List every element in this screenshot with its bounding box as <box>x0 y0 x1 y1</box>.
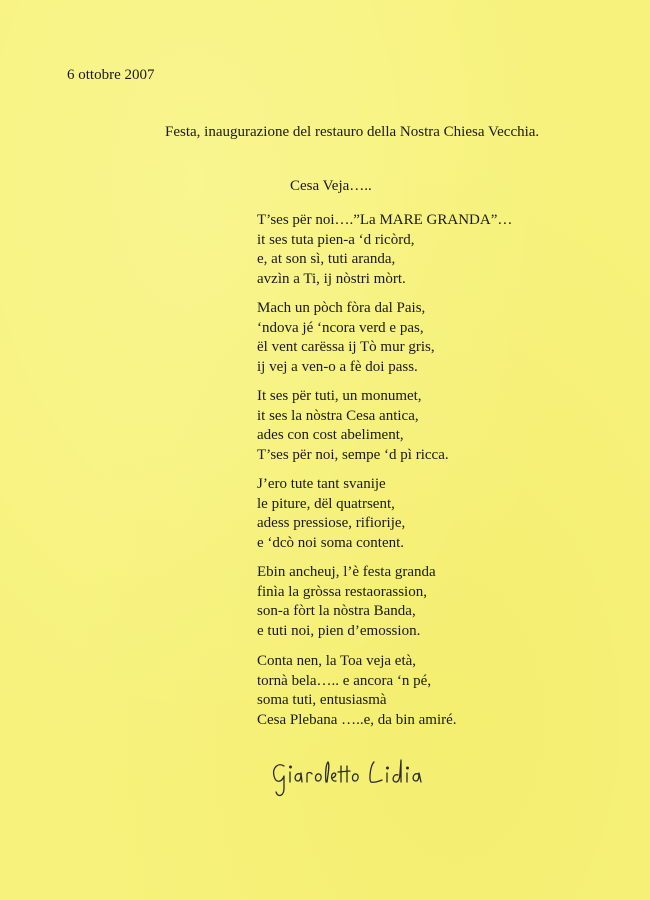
poem-line: e, at son sì, tuti aranda, <box>257 251 396 267</box>
poem-line: ‘ndova jé ‘ncora verd e pas, <box>257 319 424 336</box>
document-date: 6 ottobre 2007 <box>67 67 155 83</box>
poem-line: avzìn a Ti, ij nòstri mòrt. <box>257 270 406 287</box>
poem-stanza <box>257 211 512 289</box>
poem-line: e tuti noi, pien d’emossion. <box>257 622 421 639</box>
poem-stanza <box>257 475 405 553</box>
poem-line: Cesa Plebana …..e, da bin amiré. <box>257 711 457 728</box>
poem-line: adess pressiose, rifiorije, <box>257 515 406 531</box>
poem-line: ij vej a ven-o a fè doi pass. <box>257 358 418 375</box>
poem-stanza <box>257 652 457 730</box>
poem-line: it ses tuta pien-a ‘d ricòrd, <box>257 231 415 248</box>
poem-line: Ebin ancheuj, l’è festa granda <box>257 564 436 580</box>
poem-title: Cesa Veja….. <box>290 178 372 194</box>
poem-stanza <box>257 387 449 465</box>
poem-line: finìa la gròssa restaorassion, <box>257 583 427 600</box>
poem-line: e ‘dcò noi soma content. <box>257 534 405 551</box>
poem-line: T’ses për noi, sempe ‘d pì ricca. <box>257 446 449 463</box>
poem-line: it ses la nòstra Cesa antica, <box>257 407 419 424</box>
poem-stanza <box>257 299 435 377</box>
document-subtitle: Festa, inaugurazione del restauro della Nostra Chiesa Vecchia. <box>165 124 540 140</box>
poem-line: It ses për tuti, un monumet, <box>257 388 422 404</box>
poem-line: son-a fòrt la nòstra Banda, <box>257 603 416 619</box>
poem-line: T’ses për noi….”La MARE GRANDA”… <box>257 212 513 228</box>
poem-stanza <box>257 563 436 641</box>
poem-line: ël vent carëssa ij Tò mur gris, <box>257 339 435 355</box>
poem-line: ades con cost abeliment, <box>257 427 404 443</box>
signature <box>270 752 430 802</box>
poem-line: Conta nen, la Toa veja età, <box>257 653 417 669</box>
poem-line: soma tuti, entusiasmà <box>257 692 387 708</box>
poem-line: le piture, dël quatrsent, <box>257 495 395 512</box>
poem-line: tornà bela….. e ancora ‘n pé, <box>257 672 432 689</box>
poem-line: Mach un pòch fòra dal Pais, <box>257 300 426 316</box>
poem-line: J’ero tute tant svanije <box>257 476 386 492</box>
